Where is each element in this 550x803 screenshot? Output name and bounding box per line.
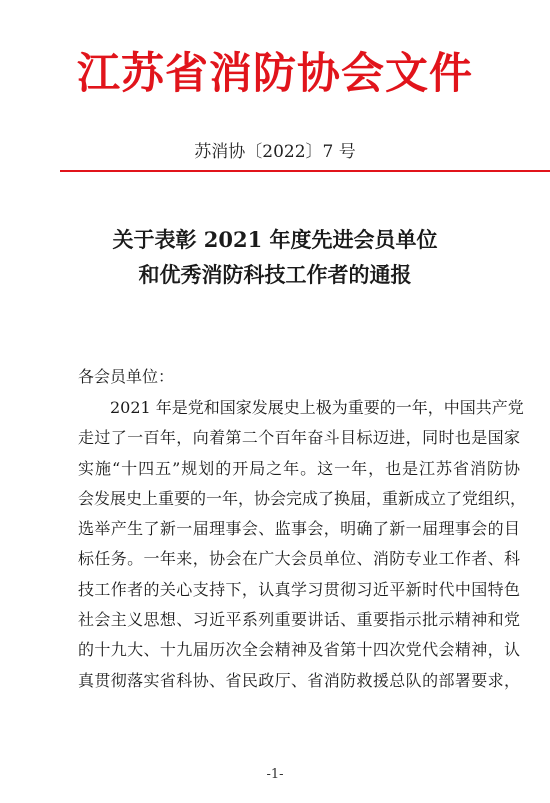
body-line: 技工作者的关心支持下，认真学习贯彻习近平新时代中国特色 bbox=[78, 579, 520, 599]
body-line: 真贯彻落实省科协、省民政厅、省消防救援总队的部署要求， bbox=[78, 670, 520, 690]
red-divider-line bbox=[60, 170, 550, 172]
body-paragraph bbox=[78, 393, 527, 696]
page-number: -1- bbox=[266, 767, 284, 782]
body-line: 社会主义思想、习近平系列重要讲话、重要指示批示精神和党 bbox=[78, 610, 520, 630]
document-number: 苏消协〔2022〕7 号 bbox=[194, 142, 356, 162]
notice-title-line-1: 关于表彰 2021 年度先进会员单位 bbox=[112, 227, 438, 252]
notice-title bbox=[0, 222, 550, 292]
body-line: 2021 年是党和国家发展史上极为重要的一年，中国共产党 bbox=[110, 398, 524, 417]
notice-title-line-2: 和优秀消防科技工作者的通报 bbox=[138, 262, 412, 287]
body-line: 会发展史上重要的一年，协会完成了换届，重新成立了党组织， bbox=[78, 488, 527, 508]
body-line: 标任务。一年来，协会在广大会员单位、消防专业工作者、科 bbox=[78, 549, 520, 569]
body-line: 走过了一百年，向着第二个百年奋斗目标迈进，同时也是国家 bbox=[78, 428, 520, 448]
body-line: 的十九大、十九届历次全会精神及省第十四次党代会精神，认 bbox=[78, 640, 520, 660]
body-line: 选举产生了新一届理事会、监事会，明确了新一届理事会的目 bbox=[78, 519, 520, 539]
salutation: 各会员单位： bbox=[78, 367, 175, 386]
body-line: 实施“十四五”规划的开局之年。这一年，也是江苏省消防协 bbox=[78, 458, 520, 478]
organization-header-title: 江苏省消防协会文件 bbox=[77, 49, 473, 99]
